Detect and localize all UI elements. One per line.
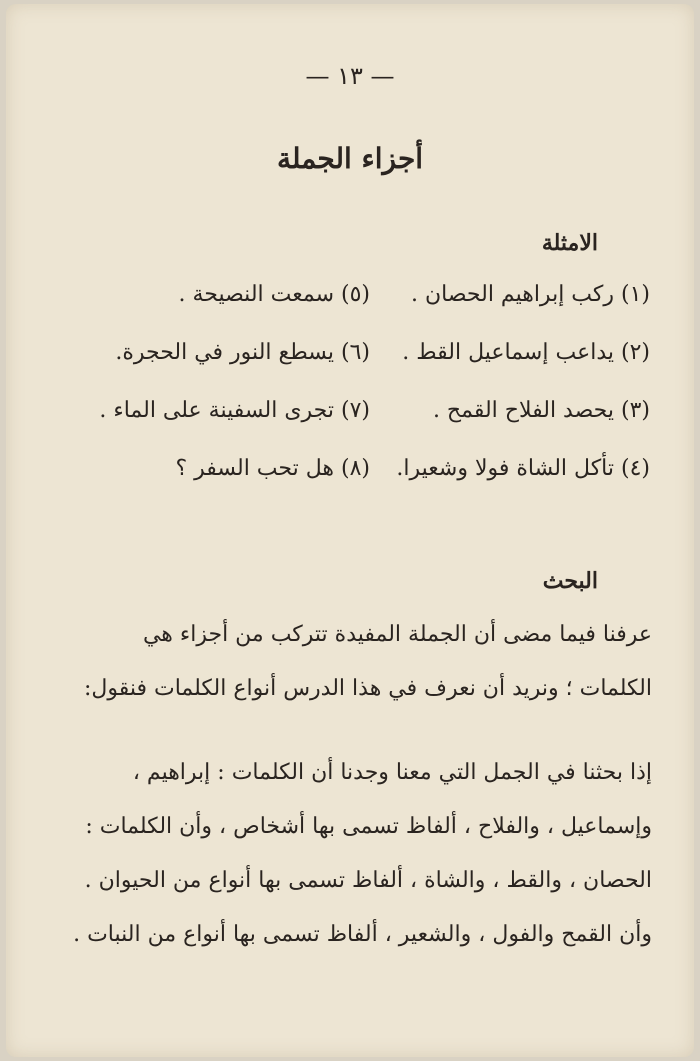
example-sentence: (١) ركب إبراهيم الحصان . [411,282,650,307]
paragraph-line: وأن القمح والفول ، والشعير ، ألفاظ تسمى بها أنواع من النبات . [73,922,652,947]
paragraph-line: الكلمات ؛ ونريد أن نعرف في هذا الدرس أنواع الكلمات فنقول: [83,676,652,701]
discussion-paragraph [46,608,652,716]
paragraph-line: وإسماعيل ، والفلاح ، ألفاظ تسمى بها أشخاص ، وأن الكلمات : [85,814,652,839]
paragraph-line: عرفنا فيما مضى أن الجملة المفيدة تتركب من أجزاء هي [142,622,652,647]
example-sentence: (٥) سمعت النصيحة . [178,282,370,307]
page-number: — ١٣ — [305,62,395,90]
example-sentence: (٨) هل تحب السفر ؟ [175,456,370,481]
page-title: أجزاء الجملة [276,142,424,175]
example-sentence: (٢) يداعب إسماعيل القط . [402,340,650,365]
discussion-paragraph [46,746,652,962]
book-page [6,4,694,1057]
paragraph-line: إذا بحثنا في الجمل التي معنا وجدنا أن الكلمات : إبراهيم ، [132,760,652,785]
example-sentence: (٤) تأكل الشاة فولا وشعيرا. [396,456,650,481]
example-row [50,398,650,456]
discussion-heading: البحث [542,568,598,594]
example-row [50,456,650,514]
example-sentence: (٦) يسطع النور في الحجرة. [115,340,370,365]
example-sentence: (٧) تجرى السفينة على الماء . [99,398,370,423]
examples-heading: الامثلة [541,230,598,256]
examples-list [50,282,650,514]
example-row [50,340,650,398]
paragraph-line: الحصان ، والقط ، والشاة ، ألفاظ تسمى بها أنواع من الحيوان . [84,868,652,893]
example-sentence: (٣) يحصد الفلاح القمح . [432,398,650,423]
example-row [50,282,650,340]
